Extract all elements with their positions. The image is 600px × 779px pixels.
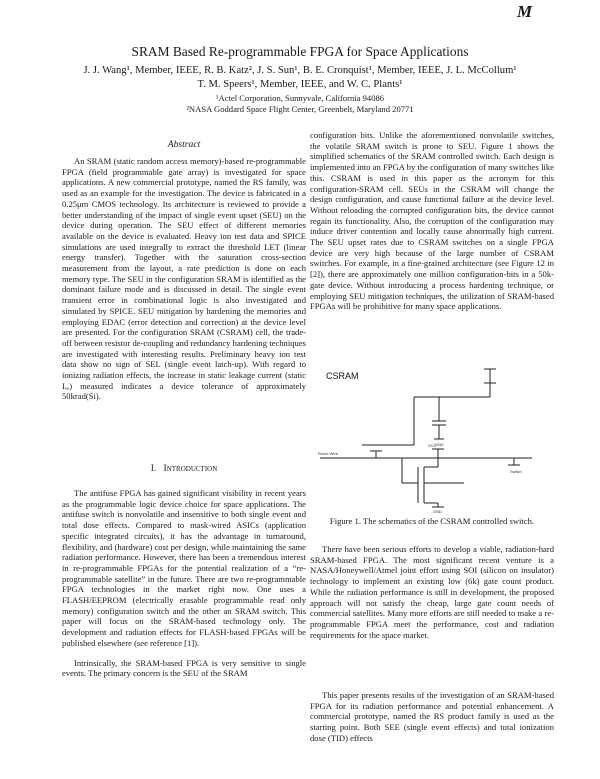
switch-label: Switch	[510, 469, 522, 474]
right-column-top	[310, 130, 554, 312]
right-paragraph-2: There have been serious efforts to develop a viable, radiation-hard SRAM-based FPGA. The most significant recent venture is a NASA/Honeywell/Atmel joint effort using SOI (silicon on insulator) technology to implement an existing low (6k) gate count product. While the radiation performance is still in development, the proposed approach will not satisfy the cheap, large gate count needs of commercial satellites. Many more efforts are still needed to make a re-programmable FPGA meet the performance, cost and radiation requirements for the space market.	[310, 544, 554, 640]
right-column-bottom	[310, 690, 554, 744]
csram-schematic-svg	[314, 363, 550, 513]
gnd-label-bottom: GND	[433, 509, 442, 513]
schematic-wires	[320, 369, 532, 507]
right-paragraph-1: configuration bits. Unlike the aforementioned nonvolatile switches, the volatile SRAM switch is prone to SEU. Figure 1 shows the simplified schematics of the SRAM controlled switch. Each design is implemented into an FPGA by the configuration of many switches like this. CSRAM is used in this paper as the acronym for this configuration-SRAM cell. SEUs in the CSRAM will change the design configuration, and cause functional failure at the device level. Without reloading the corrupted configuration bits, the device cannot regain its functionality. Also, the corruption of the configuration may induce driver contention and locally cause abnormally high current. The SEU upset rates due to CSRAM switches on a single FPGA device are very high because of the large number of CSRAM switches. For example, in a fine-grained architecture (see Figure 12 in [2]), there are approximately one million configuration-bits in a 50k-gate device. Without introducing a process hardening technique, or employing SEU mitigation techniques, the utilization of SRAM-based FPGAs will be prohibitive for many space applications.	[310, 130, 554, 312]
intro-paragraph-1: The antifuse FPGA has gained significant visibility in recent years as the programmable logic device choice for space applications. The antifuse switch is nonvolatile and insensitive to both single event and total dose effects. Compared to mask-wired ASICs (application specific integrated circuits), it has the advantage in turnaround, flexibility, and (hardware) cost per design, while maintaining the same radiation performance. However, there has been a tremendous interest in re-programmable FPGAs for the potential realization of a “re-programmable satellite” in the future. There are two re-programmable FPGA technologies in the market right now. One uses a FLASH/EEPROM (electrically erasable programmable read only memory) configuration switch and the other an SRAM switch. This paper will focus on the SRAM-based technology only. The development and radiation effects for FLASH-based FPGAs will be published elsewhere (see reference [1]).	[62, 488, 306, 648]
vcc-label: VCC	[428, 443, 437, 448]
author-list	[40, 64, 560, 92]
routing-wire-label: Route Wire	[318, 451, 339, 456]
gnd-label-top: GND	[435, 442, 444, 447]
introduction-body	[62, 488, 306, 679]
affiliation-actel: ¹Actel Corporation, Sunnyvale, California 94086	[215, 93, 385, 103]
abstract-paragraph: An SRAM (static random access memory)-based re-programmable FPGA (field programmable gate array) is investigated for space applications. A new commercial prototype, named the RS family, was used as an example for the investigation. The device is fabricated in a 0.25μm CMOS technology. Its architecture is reviewed to provide a better understanding of the impact of single event upset (SEU) on the device during operation. The SEU effect of different memories available on the device is evaluated. Heavy ion test data and SPICE simulations are used integrally to extract the threshold LET (linear energy transfer). Together with the saturation cross-section measurement from the layout, a rate prediction is done on each memory type. The SEU in the configuration SRAM is identified as the dominant failure mode and is discussed in detail. The single event transient error in combinational logic is also investigated and simulated by SPICE. SEU mitigation by hardening the memories and employing EDAC (error detection and correction) at the device level are presented. For the configuration SRAM (CSRAM) cell, the trade-off between resistor de-coupling and redundancy hardening techniques are investigated with interesting results. Preliminary heavy ion test data show no sign of SEL (single event latch-up). With regard to ionizing radiation effects, the increase in static leakage current (static Iₑₑ) measured indicates a device tolerance of approximately 50krad(Si).	[62, 156, 306, 402]
abstract-heading: Abstract	[167, 139, 201, 150]
schematic-label: CSRAM	[326, 371, 359, 381]
section-title: Introduction	[163, 463, 218, 474]
paper-title: SRAM Based Re-programmable FPGA for Space Applications	[131, 44, 469, 59]
abstract-body	[62, 156, 306, 402]
section-heading-introduction	[62, 463, 306, 474]
authors-line-2: T. M. Speers¹, Member, IEEE, and W. C. Plants¹	[197, 79, 403, 90]
right-column-middle	[310, 544, 554, 640]
affiliation-nasa: ²NASA Goddard Space Flight Center, Greenbelt, Maryland 20771	[186, 104, 414, 114]
section-number: I.	[150, 463, 157, 474]
figure-1-schematic	[314, 363, 550, 513]
intro-paragraph-2: Intrinsically, the SRAM-based FPGA is very sensitive to single events. The primary concern is the SEU of the SRAM	[62, 657, 306, 679]
authors-line-1: J. J. Wang¹, Member, IEEE, R. B. Katz², J. S. Sun¹, B. E. Cronquist¹, Member, IEEE, J. L. McCollum¹	[83, 65, 517, 76]
right-paragraph-3: This paper presents results of the investigation of an SRAM-based FPGA for its radiation performance and potential enhancement. A commercial prototype, named the RS product family is used as the starting point. Both SEE (single event effects) and total ionization dose (TID) effects	[310, 690, 554, 743]
figure-1-caption: Figure 1. The schematics of the CSRAM controlled switch.	[329, 516, 535, 526]
handwritten-mark: M	[517, 2, 533, 21]
